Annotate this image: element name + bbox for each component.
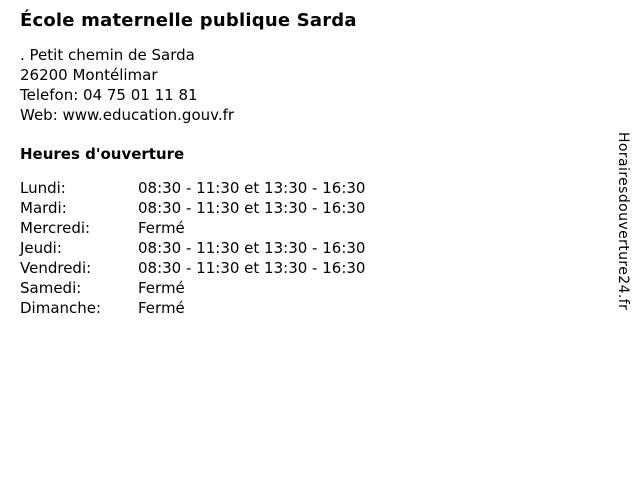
hours-value: 08:30 - 11:30 et 13:30 - 16:30 xyxy=(138,239,366,257)
main-content xyxy=(20,10,600,318)
day-label: Vendredi: xyxy=(20,259,92,277)
day-label: Dimanche: xyxy=(20,299,102,317)
web-line: Web: www.education.gouv.fr xyxy=(20,106,235,124)
hours-value: Fermé xyxy=(138,279,185,297)
address-line-street: . Petit chemin de Sarda xyxy=(20,46,195,64)
hours-row-sunday xyxy=(20,298,600,318)
hours-value: 08:30 - 11:30 et 13:30 - 16:30 xyxy=(138,179,366,197)
hours-row-thursday xyxy=(20,238,600,258)
day-label: Mercredi: xyxy=(20,219,91,237)
hours-row-friday xyxy=(20,258,600,278)
phone-line: Telefon: 04 75 01 11 81 xyxy=(20,86,198,104)
page-title: École maternelle publique Sarda xyxy=(20,10,357,31)
day-label: Lundi: xyxy=(20,179,66,197)
hours-row-tuesday xyxy=(20,198,600,218)
hours-value: 08:30 - 11:30 et 13:30 - 16:30 xyxy=(138,259,366,277)
branding-vertical-watermark: Horairesdouverture24.fr xyxy=(615,132,631,311)
address-block xyxy=(20,45,600,125)
day-label: Jeudi: xyxy=(20,239,62,257)
hours-heading: Heures d'ouverture xyxy=(20,145,185,163)
hours-table xyxy=(20,178,600,318)
hours-row-wednesday xyxy=(20,218,600,238)
day-label: Samedi: xyxy=(20,279,82,297)
hours-value: 08:30 - 11:30 et 13:30 - 16:30 xyxy=(138,199,366,217)
day-label: Mardi: xyxy=(20,199,67,217)
hours-row-saturday xyxy=(20,278,600,298)
hours-value: Fermé xyxy=(138,299,185,317)
hours-value: Fermé xyxy=(138,219,185,237)
address-line-city: 26200 Montélimar xyxy=(20,66,158,84)
hours-row-monday xyxy=(20,178,600,198)
